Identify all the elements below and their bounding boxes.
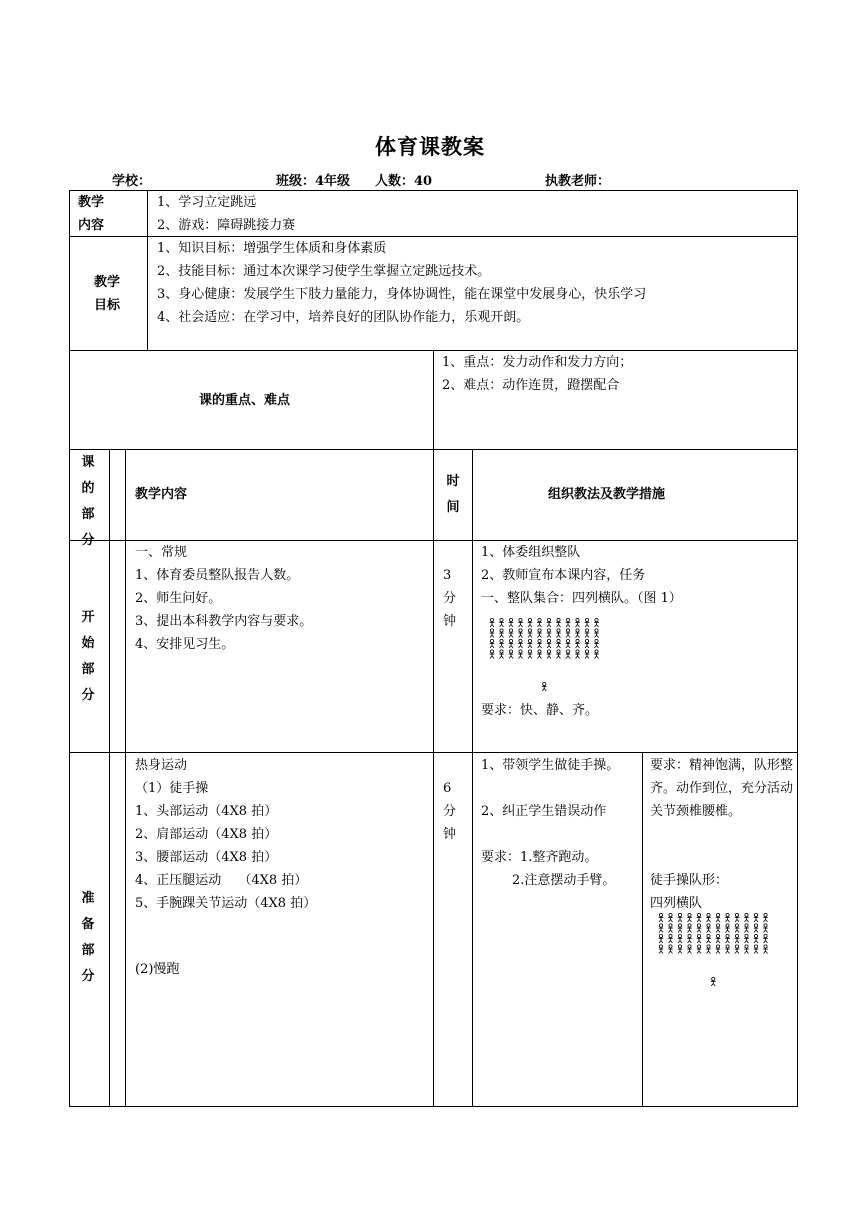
student-figure <box>659 945 664 954</box>
student-figure <box>678 913 683 922</box>
student-figure <box>659 924 664 933</box>
rule <box>125 449 126 1107</box>
student-figure <box>547 629 552 638</box>
student-figure <box>744 924 749 933</box>
objective-line: 4、社会适应：在学习中，培养良好的团队协作能力，乐观开朗。 <box>157 310 530 325</box>
student-figure <box>518 639 523 648</box>
student-figure <box>706 934 711 943</box>
student-figure <box>678 945 683 954</box>
student-figure <box>687 913 692 922</box>
student-figure <box>594 629 599 638</box>
header-method: 组织教法及教学措施 <box>548 487 666 502</box>
content-label-b: 内容 <box>78 218 105 233</box>
formation-figure <box>657 912 777 992</box>
student-figure <box>687 924 692 933</box>
student-figure <box>499 650 504 659</box>
student-figure <box>754 913 759 922</box>
student-figure <box>566 650 571 659</box>
student-figure <box>585 629 590 638</box>
start-requirement: 要求：快、静、齐。 <box>481 703 599 718</box>
start-section-label: 开始部分 <box>81 610 95 703</box>
student-figure <box>509 650 514 659</box>
rule <box>642 752 643 1107</box>
student-figure <box>716 934 721 943</box>
student-figure <box>725 934 730 943</box>
student-figure <box>754 934 759 943</box>
student-figure <box>528 639 533 648</box>
teacher-label: 执教老师： <box>545 174 611 189</box>
student-figure <box>499 629 504 638</box>
student-figure <box>594 618 599 627</box>
student-figure <box>697 913 702 922</box>
header-time: 时间 <box>446 474 460 515</box>
prep-content-line: 热身运动 <box>135 758 188 773</box>
student-figure <box>556 639 561 648</box>
student-figure <box>547 618 552 627</box>
student-figure <box>585 618 590 627</box>
student-figure <box>697 934 702 943</box>
student-figure <box>687 945 692 954</box>
student-figure <box>556 629 561 638</box>
keypoints-label: 课的重点、难点 <box>199 393 291 408</box>
student-figure <box>518 650 523 659</box>
student-figure <box>668 924 673 933</box>
student-figure <box>575 629 580 638</box>
student-figure <box>706 945 711 954</box>
student-figure <box>509 618 514 627</box>
start-content-line: 3、提出本科教学内容与要求。 <box>135 614 313 629</box>
start-content-line: 4、安排见习生。 <box>135 637 235 652</box>
student-figure <box>763 934 768 943</box>
school-label: 学校： <box>112 174 152 189</box>
prep-note: 四列横队 <box>650 896 703 911</box>
formation-four-rows-prep <box>659 913 768 986</box>
prep-method-line: 要求：1.整齐跑动。 <box>481 850 598 865</box>
student-figure <box>754 924 759 933</box>
student-figure <box>575 639 580 648</box>
prep-content-line: 4、正压腿运动 （4X8 拍） <box>135 873 308 888</box>
prep-time: 6分钟 <box>443 781 457 842</box>
prep-note: 徒手操队形： <box>650 873 729 888</box>
rule <box>147 190 148 350</box>
start-content-line: 一、常规 <box>135 545 188 560</box>
student-figure <box>725 913 730 922</box>
student-figure <box>697 945 702 954</box>
objectives-label-a: 教学 <box>94 275 121 290</box>
prep-method-line: 2.注意摆动手臂。 <box>512 873 616 888</box>
student-figure <box>659 913 664 922</box>
student-figure <box>659 934 664 943</box>
rule <box>109 449 110 1107</box>
objectives-label-b: 目标 <box>94 298 121 313</box>
student-figure <box>716 913 721 922</box>
header-content: 教学内容 <box>135 487 188 502</box>
student-figure <box>754 945 759 954</box>
keypoint-line: 1、重点：发力动作和发力方向； <box>442 355 633 370</box>
student-figure <box>537 629 542 638</box>
student-figure <box>490 618 495 627</box>
formation-figure <box>488 617 608 697</box>
student-figure <box>706 924 711 933</box>
start-method-line: 2、教师宣布本课内容，任务 <box>481 568 646 583</box>
student-figure <box>678 924 683 933</box>
student-figure <box>697 924 702 933</box>
student-figure <box>585 639 590 648</box>
student-figure <box>763 924 768 933</box>
student-figure <box>490 629 495 638</box>
student-figure <box>668 913 673 922</box>
start-method-line: 1、体委组织整队 <box>481 545 581 560</box>
student-figure <box>735 913 740 922</box>
student-figure <box>725 945 730 954</box>
student-figure <box>735 945 740 954</box>
student-figure <box>763 945 768 954</box>
start-method-line: 一、整队集合：四列横队。（图 1） <box>481 591 682 606</box>
student-figure <box>668 934 673 943</box>
student-figure <box>744 945 749 954</box>
student-figure <box>537 618 542 627</box>
student-figure <box>490 650 495 659</box>
count-label: 人数：40 <box>375 174 433 189</box>
keypoint-line: 2、难点：动作连贯，蹬摆配合 <box>442 378 620 393</box>
start-time: 3分钟 <box>443 568 457 629</box>
content-line: 2、游戏：障碍跳接力赛 <box>157 218 296 233</box>
student-figure <box>528 618 533 627</box>
student-figure <box>509 639 514 648</box>
student-figure <box>725 924 730 933</box>
header-part: 课的部分 <box>81 455 95 548</box>
student-figure <box>499 618 504 627</box>
rule <box>472 449 473 1107</box>
student-figure <box>594 650 599 659</box>
prep-content-line: 2、肩部运动（4X8 拍） <box>135 827 278 842</box>
student-figure <box>763 913 768 922</box>
student-figure <box>556 618 561 627</box>
student-figure <box>687 934 692 943</box>
student-figure <box>566 629 571 638</box>
class-label: 班级：4年级 <box>276 174 351 189</box>
prep-content-line: （1）徒手操 <box>135 781 209 796</box>
prep-content-line: 1、头部运动（4X8 拍） <box>135 804 278 819</box>
prep-note: 要求：精神饱满，队形整齐。动作到位，充分活动关节颈椎腰椎。 <box>650 758 794 819</box>
student-figure <box>594 639 599 648</box>
student-figure <box>556 650 561 659</box>
prep-method-line: 2、纠正学生错误动作 <box>481 804 607 819</box>
student-figure <box>575 618 580 627</box>
student-figure <box>566 639 571 648</box>
student-figure <box>575 650 580 659</box>
start-content-line: 2、师生问好。 <box>135 591 222 606</box>
prep-method-line: 1、带领学生做徒手操。 <box>481 758 620 773</box>
student-figure <box>735 924 740 933</box>
student-figure <box>716 924 721 933</box>
prep-content-line: 5、手腕踝关节运动（4X8 拍） <box>135 896 317 911</box>
content-line: 1、学习立定跳远 <box>157 195 257 210</box>
page-title: 体育课教案 <box>375 134 485 159</box>
student-figure <box>735 934 740 943</box>
student-figure <box>528 650 533 659</box>
student-figure <box>547 639 552 648</box>
teacher-figure <box>542 682 547 691</box>
prep-content-line: 3、腰部运动（4X8 拍） <box>135 850 278 865</box>
student-figure <box>537 639 542 648</box>
student-figure <box>547 650 552 659</box>
rule <box>433 350 434 1107</box>
student-figure <box>490 639 495 648</box>
prep-content-line: (2)慢跑 <box>135 962 180 977</box>
student-figure <box>528 629 533 638</box>
student-figure <box>518 618 523 627</box>
student-figure <box>537 650 542 659</box>
student-figure <box>509 629 514 638</box>
student-figure <box>518 629 523 638</box>
student-figure <box>716 945 721 954</box>
content-label-a: 教学 <box>78 195 105 210</box>
prep-section-label: 准备部分 <box>81 891 95 984</box>
start-content-line: 1、体育委员整队报告人数。 <box>135 568 300 583</box>
formation-four-rows <box>490 618 599 691</box>
student-figure <box>706 913 711 922</box>
student-figure <box>744 934 749 943</box>
objective-line: 1、知识目标：增强学生体质和身体素质 <box>157 241 387 256</box>
student-figure <box>678 934 683 943</box>
objective-line: 2、技能目标：通过本次课学习使学生掌握立定跳远技术。 <box>157 264 491 279</box>
student-figure <box>668 945 673 954</box>
student-figure <box>499 639 504 648</box>
student-figure <box>585 650 590 659</box>
objective-line: 3、身心健康：发展学生下肢力量能力，身体协调性，能在课堂中发展身心，快乐学习 <box>157 287 647 302</box>
teacher-figure <box>711 977 716 986</box>
student-figure <box>744 913 749 922</box>
student-figure <box>566 618 571 627</box>
